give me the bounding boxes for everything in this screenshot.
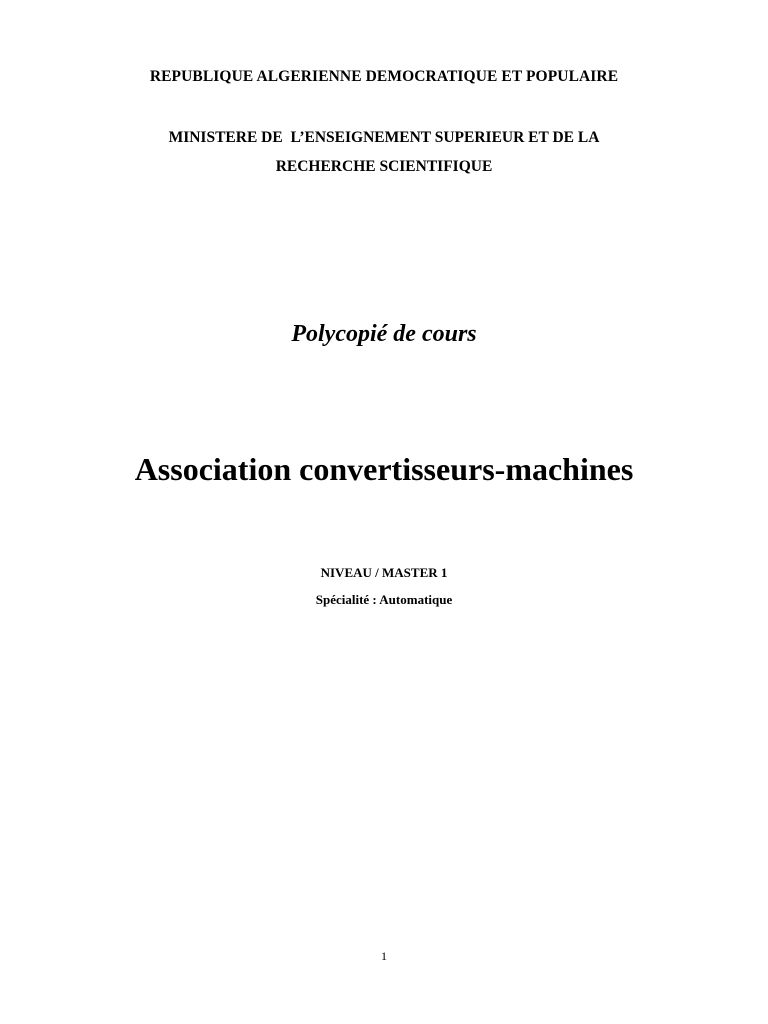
republic-heading: REPUBLIQUE ALGERIENNE DEMOCRATIQUE ET POPULAIRE (149, 68, 619, 85)
document-type: Polycopié de cours (291, 321, 477, 347)
level-label: NIVEAU / MASTER 1 (320, 565, 448, 580)
page-number: 1 (381, 949, 387, 963)
ministry-heading-line-1: MINISTERE DE L’ENSEIGNEMENT SUPERIEUR ET DE LA (168, 129, 600, 146)
document-title: Association convertisseurs-machines (134, 451, 634, 487)
specialty-label: Spécialité : Automatique (315, 592, 453, 607)
ministry-heading-line-2: RECHERCHE SCIENTIFIQUE (275, 158, 493, 175)
